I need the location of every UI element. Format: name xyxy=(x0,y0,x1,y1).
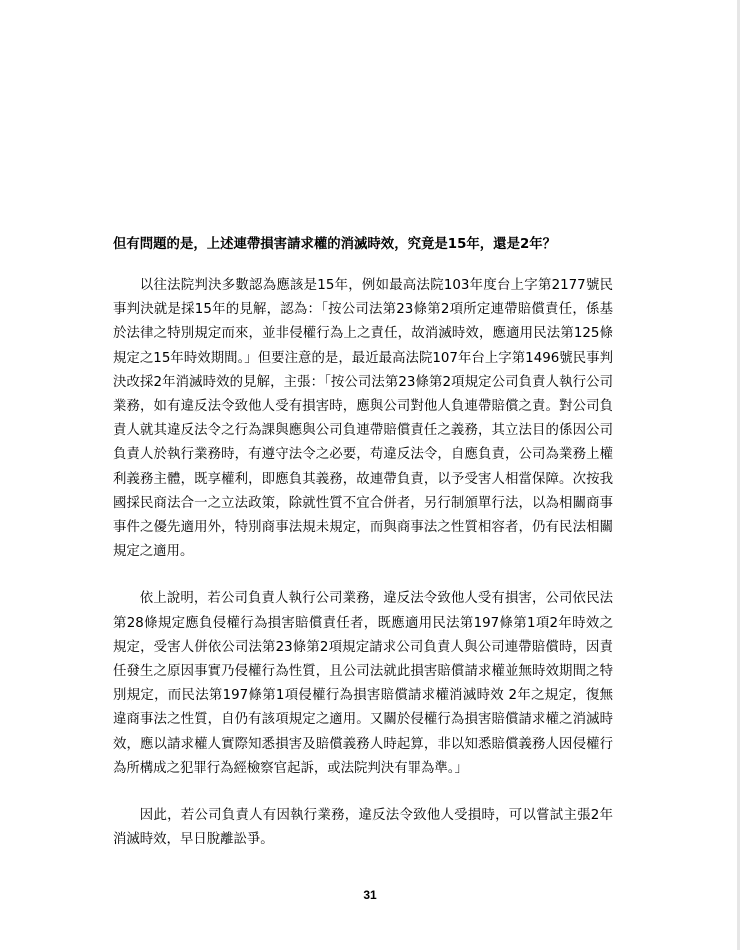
paragraph-court-rulings: 以往法院判決多數認為應該是15年，例如最高法院103年度台上字第2177號民事判決就是採15年的見解，認為：「按公司法第23條第2項所定連帶賠償責任，係基於法律之特別規定而來，並非侵權行為上之責任，故消滅時效，應適用民法第125條規定之15年時效期間。」但要注意的是，最近最高法院107年台上字第1496號民事判決改採2年消滅時效的見解，主張：「按公司法第23條第2項規定公司負責人執行公司業務，如有違反法令致他人受有損害時，應與公司對他人負連帶賠償之責。對公司負責人就其違反法令之行為課與應與公司負連帶賠償責任之義務，其立法目的係因公司負責人於執行業務時，有遵守法令之必要，苟違反法令，自應負責，公司為業務上權利義務主體，既享權利，即應負其義務，故連帶負責，以予受害人相當保障。次按我國採民商法合一之立法政策，除就性質不宜合併者，另行制頒單行法，以為相關商事事件之優先適用外，特別商事法規未規定，而與商事法之性質相容者，仍有民法相關規定之適用。 xyxy=(113,278,613,560)
page-number: 31 xyxy=(363,888,377,902)
paragraph-conclusion: 因此，若公司負責人有因執行業務，違反法令致他人受損時，可以嘗試主張2年消滅時效，早日脫離訟爭。 xyxy=(113,808,613,848)
paragraph-explanation: 依上說明，若公司負責人執行公司業務，違反法令致他人受有損害，公司依民法第28條規定應負侵權行為損害賠償責任者，既應適用民法第197條第1項2年時效之規定，受害人併依公司法第23條第2項規定請求公司負責人與公司連帶賠償時，因責任發生之原因事實乃侵權行為性質，且公司法就此損害賠償請求權並無時效期間之特別規定，而民法第197條第1項侵權行為損害賠償請求權消滅時效 2年之規定，復無違商事法之性質，自仍有該項規定之適用。又關於侵權行為損害賠償請求權之消滅時效，應以請求權人實際知悉損害及賠償義務人時起算，非以知悉賠償義務人因侵權行為所構成之犯罪行為經檢察官起訴，或法院判決有罪為準。」 xyxy=(113,591,613,776)
section-heading: 但有問題的是，上述連帶損害請求權的消滅時效，究竟是15年，還是2年？ xyxy=(113,237,557,252)
document-body xyxy=(113,233,613,852)
